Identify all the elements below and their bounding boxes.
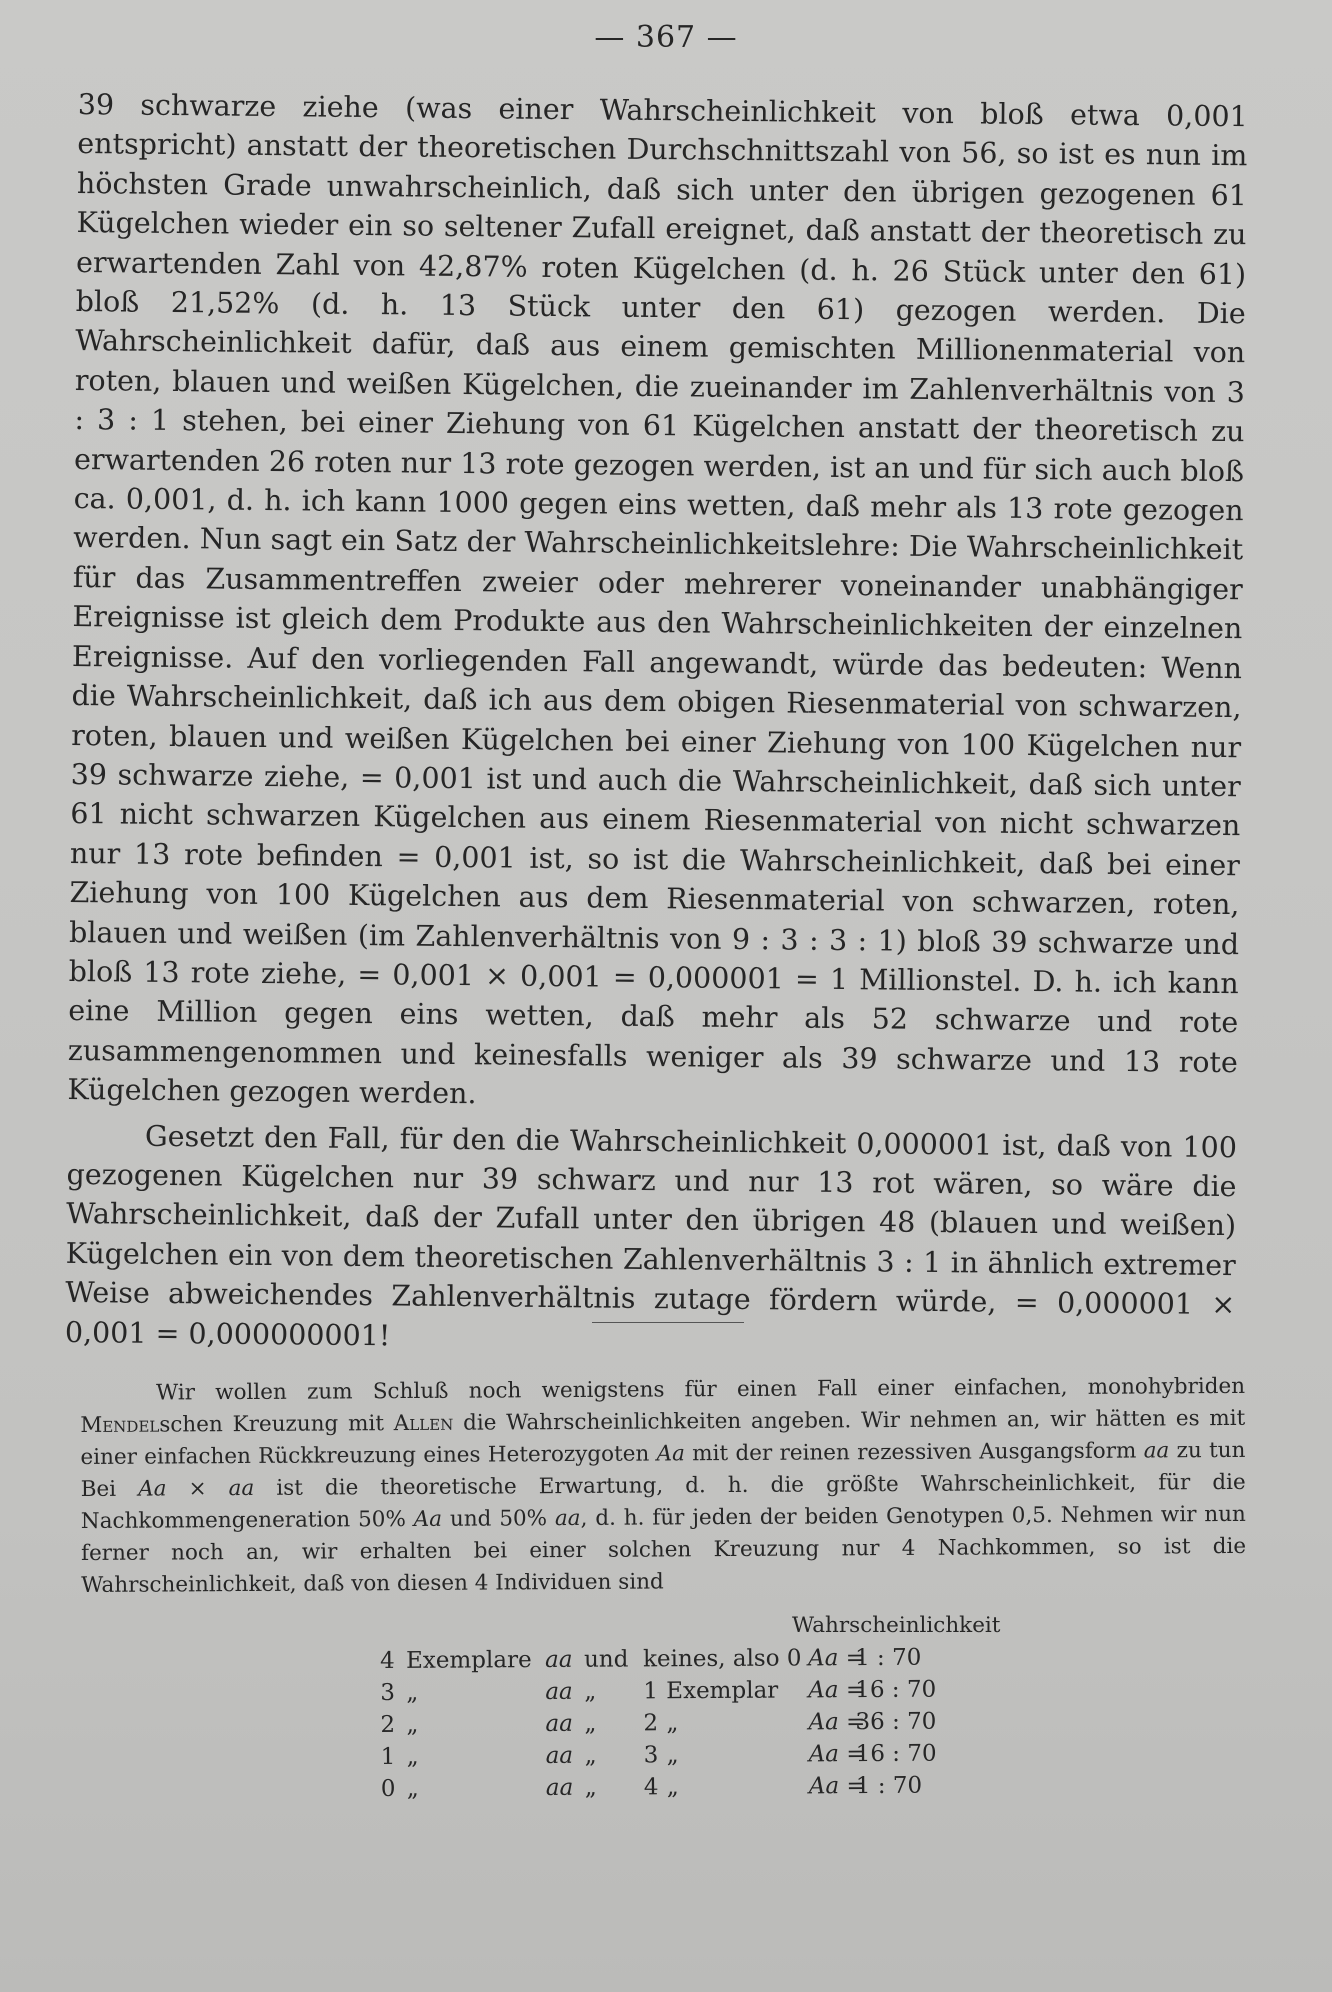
footnote-fragment: , d. h. für jeden der beiden Genotypen 0,5. Nehmen wir nun ferner noch an, wir erhalten bei einer solchen Kreuzung nur 4 Nachkommen, so ist die Wahrscheinlichkeit, daß von diesen 4 Individuen sind: [80, 1501, 1247, 1598]
page-number: — 367 —: [594, 20, 738, 55]
table-cell-count: 0: [380, 1775, 396, 1802]
table-cell-und: „: [584, 1742, 597, 1769]
table-cell-word2: „: [666, 1710, 679, 1737]
author-name-allen: Allen: [393, 1410, 454, 1437]
footnote-text: [80, 1371, 1246, 1602]
table-cell-Aa: Aa =: [807, 1645, 866, 1672]
probability-column-header: Wahrscheinlichkeit: [792, 1613, 1001, 1638]
table-cell-word: Exemplare: [405, 1647, 532, 1674]
table-cell-ratio: 1 : 70: [855, 1772, 923, 1800]
table-cell-count: 4: [380, 1647, 395, 1674]
genotype-symbol: aa: [1143, 1438, 1170, 1464]
footnote-fragment: Wir wollen zum Schluß noch wenigstens für einen Fall einer einfachen, monohybriden: [156, 1373, 1246, 1406]
genotype-cross: Aa × aa: [138, 1475, 255, 1502]
footnote-fragment: mit der reinen rezessiven Ausgangsform: [684, 1438, 1144, 1467]
genotype-symbol: Aa: [413, 1506, 443, 1532]
table-cell-word2: „: [666, 1774, 679, 1801]
table-cell-count: 1: [380, 1743, 396, 1770]
probability-table: [380, 1644, 937, 1808]
table-cell-count: 2: [380, 1711, 396, 1738]
body-paragraph-2: Gesetzt den Fall, für den die Wahrscheinlichkeit 0,000001 ist, daß von 100 gezogenen Kügelchen nur 39 schwarz und nur 13 rot wären, so wäre die Wahrscheinlichkeit, daß der Zufall unter den übrigen 48 (blauen und weißen) Kügelchen ein von dem theoretischen Zahlenverhältnis 3 : 1 in ähnlich extremer Weise abweichendes Zahlenverhältnis zutage fördern würde, = 0,000001 × 0,001 = 0,000000001!: [64, 1119, 1238, 1352]
section-divider: [592, 1322, 744, 1323]
table-cell-word: „: [406, 1711, 419, 1738]
table-cell-und: „: [584, 1710, 597, 1737]
table-cell-ratio: 16 : 70: [855, 1676, 937, 1704]
author-name-mendel: Mendel: [80, 1412, 160, 1438]
table-cell-word2: Exemplar: [666, 1677, 779, 1705]
table-cell-num: 4: [643, 1774, 659, 1801]
genotype-symbol: Aa: [656, 1441, 686, 1467]
body-paragraph-1: 39 schwarze ziehe (was einer Wahrscheinlichkeit von bloß etwa 0,001 entspricht) anstatt der theoretischen Durchschnittszahl von 56, so ist es nun im höchsten Grade unwahrscheinlich, daß sich unter den übrigen gezogenen 61 Kügelchen wieder ein so seltener Zufall ereignet, daß anstatt der theoretisch zu erwartenden Zahl von 42,87% roten Kügelchen (d. h. 26 Stück unter den 61) bloß 21,52% (d. h. 13 Stück unter den 61) gezogen werden. Die Wahrscheinlichkeit dafür, daß aus einem gemischten Millionenmaterial von roten, blauen und weißen Kügelchen, die zueinander im Zahlenverhältnis von 3 : 3 : 1 stehen, bei einer Ziehung von 61 Kügelchen anstatt der theoretisch zu erwartenden 26 roten nur 13 rote gezogen werden, ist an und für sich auch bloß ca. 0,001, d. h. ich kann 1000 gegen eins wetten, daß mehr als 13 rote gezogen werden. Nun sagt ein Satz der Wahrscheinlichkeitslehre: Die Wahrscheinlichkeit für das Zusammentreffen zweier oder mehrerer voneinander unabhängiger Ereignisse ist gleich dem Produkte aus den Wahrscheinlichkeiten der einzelnen Ereignisse. Auf den vorliegenden Fall angewandt, würde das bedeuten: Wenn die Wahrscheinlichkeit, daß ich aus dem obigen Riesenmaterial von schwarzen, roten, blauen und weißen Kügelchen bei einer Ziehung von 100 Kügelchen nur 39 schwarze ziehe, = 0,001 ist und auch die Wahrscheinlichkeit, daß sich unter 61 nicht schwarzen Kügelchen aus einem Riesenmaterial von nicht schwarzen nur 13 rote befinden = 0,001 ist, so ist die Wahrscheinlichkeit, daß bei einer Ziehung von 100 Kügelchen aus dem Riesenmaterial von schwarzen, roten, blauen und weißen (im Zahlenverhältnis von 9 : 3 : 3 : 1) bloß 39 schwarze und bloß 13 rote ziehe, = 0,001 × 0,001 = 0,000001 = 1 Millionstel. D. h. ich kann eine Million gegen eins wetten, daß mehr als 52 schwarze und rote zusammengenommen und keinesfalls weniger als 39 schwarze und 13 rote Kügelchen gezogen werden.: [67, 87, 1248, 1111]
table-cell-aa: aa: [545, 1774, 574, 1801]
table-cell-word: „: [406, 1679, 419, 1706]
table-cell-word2: „: [666, 1742, 679, 1769]
footnote-fragment: schen Kreuzung mit: [159, 1411, 394, 1438]
table-cell-Aa: Aa =: [808, 1709, 866, 1736]
body-text: [65, 85, 1248, 1364]
table-cell-aa: aa: [545, 1742, 574, 1769]
table-cell-und: „: [584, 1774, 597, 1801]
footnote-fragment: und 50%: [441, 1506, 556, 1532]
footnote-fragment: ist die theoretische Erwartung, d. h. die größte Wahrscheinlichkeit, für die Nachkommengeneration 50%: [80, 1469, 1246, 1534]
footnote-fragment: zu tun Bei: [80, 1437, 1246, 1502]
table-cell-count: 3: [380, 1679, 395, 1706]
table-cell-aa: aa: [545, 1678, 573, 1705]
table-cell-word: „: [406, 1775, 419, 1802]
table-cell-num: 3: [643, 1742, 659, 1769]
table-cell-num: 2: [643, 1710, 659, 1737]
table-cell-num: keines, also 0: [642, 1645, 802, 1673]
table-cell-word: „: [406, 1743, 419, 1770]
footnote-paragraph: [80, 1371, 1246, 1602]
table-cell-ratio: 36 : 70: [855, 1708, 937, 1736]
table-cell-num: 1: [643, 1678, 658, 1705]
footnote-fragment: die Wahrscheinlichkeiten angeben. Wir nehmen an, wir hätten es mit einer einfachen Rückkreuzung eines Heterozygoten: [80, 1405, 1246, 1470]
table-cell-aa: aa: [544, 1646, 573, 1673]
table-cell-und: „: [584, 1678, 597, 1705]
table-cell-Aa: Aa =: [808, 1773, 866, 1800]
table-cell-Aa: Aa =: [808, 1677, 866, 1704]
table-cell-ratio: 1 : 70: [854, 1644, 922, 1672]
table-cell-Aa: Aa =: [808, 1741, 866, 1768]
table-cell-ratio: 16 : 70: [855, 1740, 937, 1768]
table-cell-und: und: [583, 1646, 629, 1673]
table-cell-aa: aa: [545, 1710, 573, 1737]
genotype-symbol: aa: [554, 1505, 581, 1532]
